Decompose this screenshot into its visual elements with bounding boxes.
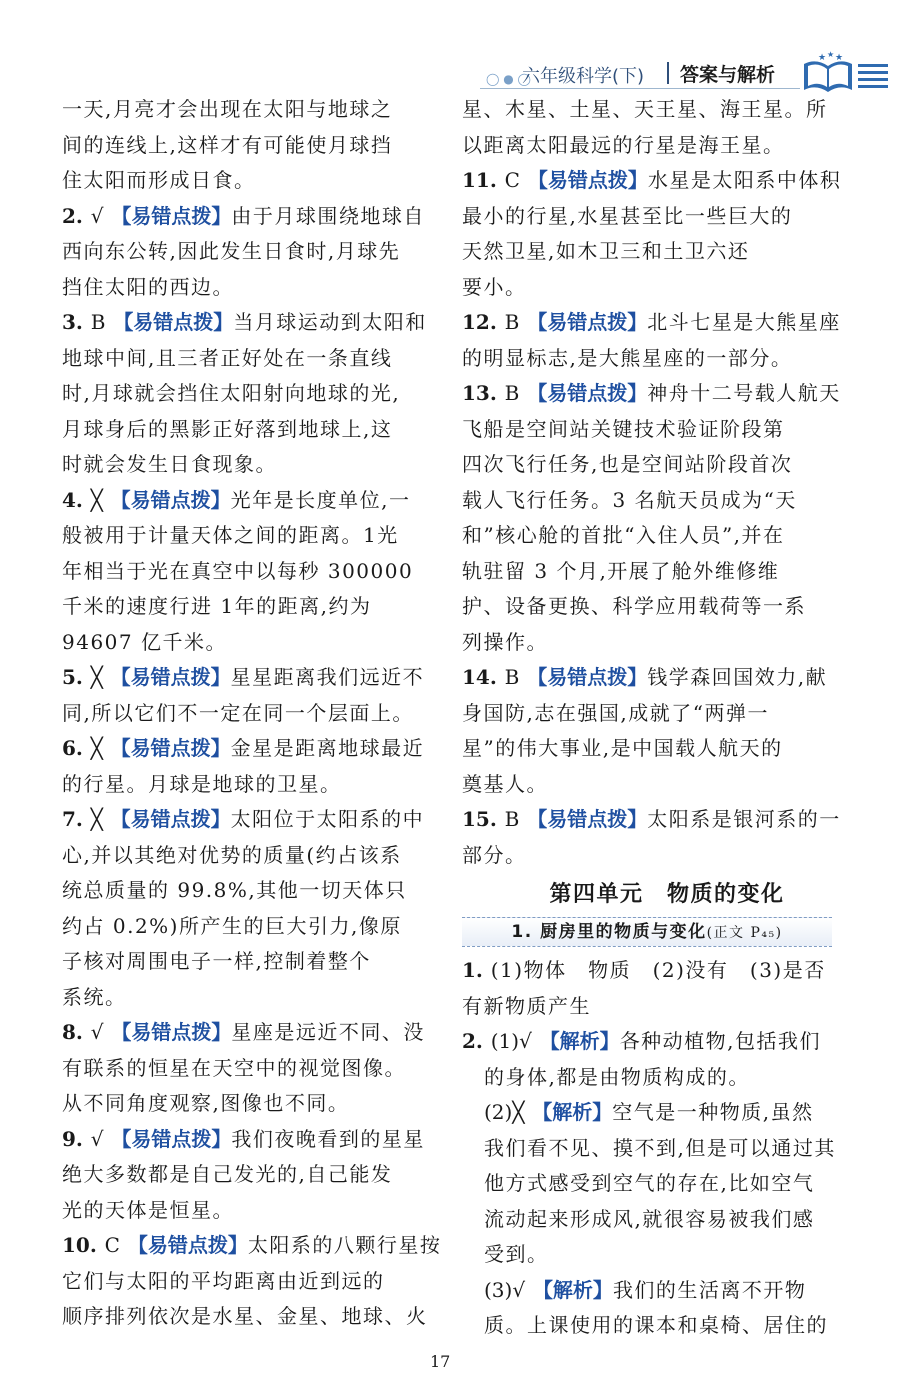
line-text: 顺序排列依次是水星、金星、地球、火 — [62, 1304, 428, 1328]
hint-tag: 【解析】 — [532, 1277, 613, 1302]
line-text: 子核对周围电子一样,控制着整个 — [62, 949, 371, 973]
text-line — [462, 731, 832, 767]
text-line — [62, 660, 440, 696]
text-line — [62, 944, 440, 980]
text-line — [462, 376, 841, 412]
answer-mark: ╳ — [90, 665, 103, 689]
lesson-title — [462, 917, 832, 947]
line-text: 西向东公转,因此发生日食时,月球先 — [62, 239, 401, 263]
item-number: 13. — [462, 381, 497, 405]
text-line — [462, 447, 832, 483]
text-line — [62, 1157, 440, 1193]
item-number: 1. — [462, 958, 483, 982]
page-number: 17 — [430, 1352, 451, 1371]
text-line — [62, 341, 440, 377]
line-text: 北斗七星是大熊星座 — [647, 310, 841, 334]
text-line — [462, 696, 832, 732]
answer-mark: √ — [90, 1020, 104, 1044]
header-rule — [480, 88, 800, 89]
book-title: 六年级科学(下) — [522, 66, 645, 87]
line-text: 约占 0.2%)所产生的巨大引力,像原 — [62, 913, 402, 938]
line-text: 载人飞行任务。3 名航天员成为“天 — [462, 487, 797, 512]
text-line — [462, 270, 832, 306]
line-text: 有联系的恒星在天空中的视觉图像。 — [62, 1055, 406, 1080]
text-line — [62, 483, 440, 519]
text-line — [62, 554, 440, 590]
svg-text:★: ★ — [827, 50, 835, 59]
text-line — [62, 696, 440, 732]
line-text: 光的天体是恒星。 — [62, 1197, 234, 1222]
text-line — [62, 92, 440, 128]
answer-mark: C — [504, 168, 520, 192]
item-number: 10. — [62, 1233, 97, 1257]
line-text: 受到。 — [484, 1242, 549, 1266]
text-line — [62, 1193, 440, 1229]
line-text: 他方式感受到空气的存在,比如空气 — [484, 1171, 815, 1195]
answer-mark: C — [104, 1233, 120, 1257]
text-line — [462, 660, 832, 696]
line-text: 水星是太阳系中体积 — [647, 168, 842, 192]
item-number: 3. — [62, 310, 83, 334]
item-number: 8. — [62, 1020, 83, 1044]
text-line — [462, 625, 832, 661]
text-line — [462, 989, 832, 1025]
text-line — [62, 1299, 440, 1335]
hint-tag: 【易错点拨】 — [527, 381, 648, 405]
line-text: 最小的行星,水星甚至比一些巨大的 — [462, 203, 793, 228]
hint-tag: 【解析】 — [532, 1100, 613, 1124]
text-line — [462, 1024, 832, 1060]
text-line — [62, 1051, 440, 1087]
text-line — [62, 589, 440, 625]
hint-tag: 【易错点拨】 — [110, 487, 231, 512]
line-text: 各种动植物,包括我们 — [619, 1029, 822, 1053]
text-line — [462, 1131, 836, 1167]
line-text: 统总质量的 99.8%,其他一切天体只 — [62, 878, 407, 902]
line-text: 住太阳而形成日食。 — [62, 168, 256, 192]
lesson-page-ref: (正文 P₄₅) — [706, 925, 783, 941]
line-text: 挡住太阳的西边。 — [62, 274, 234, 299]
answer-mark: ╳ — [90, 807, 103, 831]
text-line — [62, 1086, 440, 1122]
orbit-decoration-icon: ◯ ● ◯ — [486, 72, 531, 86]
line-text: 流动起来形成风,就很容易被我们感 — [484, 1206, 815, 1231]
open-book-icon — [800, 50, 856, 94]
line-text: 身国防,志在强国,成就了“两弹一 — [462, 700, 769, 725]
text-line — [62, 1264, 440, 1300]
item-number: 2. — [462, 1029, 483, 1053]
text-line — [462, 802, 841, 838]
item-number: 5. — [62, 665, 83, 689]
text-line — [462, 163, 842, 199]
answer-mark: (1)√ — [490, 1029, 532, 1053]
unit-title: 第四单元 物质的变化 — [549, 882, 785, 907]
line-text: 从不同角度观察,图像也不同。 — [62, 1091, 350, 1115]
text-line — [462, 1060, 832, 1096]
line-text: 光年是长度单位,一 — [230, 487, 411, 512]
text-line — [62, 980, 440, 1016]
line-text: 月球身后的黑影正好落到地球上,这 — [62, 416, 393, 441]
text-line — [462, 1237, 832, 1273]
text-line — [62, 909, 440, 945]
line-text: 一天,月亮才会出现在太阳与地球之 — [62, 97, 393, 121]
line-text: 要小。 — [462, 274, 527, 299]
text-line — [462, 838, 832, 874]
answer-mark: (3)√ — [484, 1277, 526, 1302]
item-number: 6. — [62, 736, 83, 760]
line-text: 太阳系是银河系的一 — [647, 807, 841, 831]
line-text: 钱学森回国效力,献 — [647, 665, 828, 689]
svg-text:★: ★ — [835, 53, 844, 63]
line-text: 星座是远近不同、没 — [231, 1020, 425, 1044]
section-title: 答案与解析 — [680, 64, 776, 86]
line-text: 由于月球围绕地球自 — [231, 203, 425, 228]
item-number: 15. — [462, 807, 497, 831]
answer-mark: B — [504, 310, 520, 334]
answer-mark: ╳ — [90, 736, 103, 760]
hint-tag: 【易错点拨】 — [527, 665, 648, 689]
line-text: 轨驻留 3 个月,开展了舱外维修维 — [462, 558, 780, 583]
hint-tag: 【易错点拨】 — [527, 807, 648, 831]
text-line — [462, 1202, 832, 1238]
line-text: 当月球运动到太阳和 — [233, 310, 427, 334]
text-line — [462, 953, 832, 989]
line-text: 同,所以它们不一定在同一个层面上。 — [62, 700, 414, 725]
hint-tag: 【易错点拨】 — [110, 736, 231, 760]
line-text: 星星距离我们远近不 — [230, 665, 425, 689]
hint-tag: 【易错点拨】 — [111, 1020, 232, 1044]
hint-tag: 【易错点拨】 — [111, 203, 232, 228]
lesson-title-text: 1. 厨房里的物质与变化 — [511, 922, 707, 942]
text-line — [462, 554, 832, 590]
line-text: 以距离太阳最远的行星是海王星。 — [462, 132, 785, 157]
line-text: 间的连线上,这样才有可能使月球挡 — [62, 132, 393, 157]
text-line — [462, 518, 832, 554]
answer-mark: √ — [90, 1126, 104, 1151]
right-column — [462, 92, 842, 1344]
text-line — [62, 731, 440, 767]
text-line — [62, 802, 440, 838]
line-text: 太阳位于太阳系的中 — [230, 807, 425, 831]
text-line — [462, 483, 832, 519]
line-text: 我们看不见、摸不到,但是可以通过其 — [484, 1135, 836, 1160]
text-line — [462, 305, 841, 341]
line-text: 有新物质产生 — [462, 993, 591, 1018]
text-line — [462, 128, 832, 164]
text-line — [462, 767, 832, 803]
line-text: 飞船是空间站关键技术验证阶段第 — [462, 416, 785, 441]
line-text: 天然卫星,如木卫三和土卫六还 — [462, 239, 750, 263]
item-number: 11. — [462, 168, 497, 192]
answer-mark: (2)╳ — [484, 1100, 525, 1124]
line-text: 时就会发生日食现象。 — [62, 452, 277, 476]
text-line — [62, 518, 440, 554]
svg-text:★: ★ — [818, 53, 827, 63]
hint-tag: 【易错点拨】 — [111, 1126, 232, 1151]
text-line — [62, 1228, 440, 1264]
text-line — [462, 341, 832, 377]
hint-tag: 【易错点拨】 — [110, 665, 231, 689]
text-line — [62, 270, 440, 306]
header-stripes — [858, 64, 888, 92]
text-line — [62, 163, 440, 199]
line-text: 护、设备更换、科学应用载荷等一系 — [462, 594, 806, 618]
text-line — [462, 1273, 832, 1309]
text-line — [62, 447, 440, 483]
line-text: 我们夜晚看到的星星 — [231, 1126, 425, 1151]
item-number: 2. — [62, 203, 83, 228]
line-text: 神舟十二号载人航天 — [647, 381, 841, 405]
line-text: (1)物体 物质 (2)没有 (3)是否 — [490, 958, 826, 982]
text-line — [62, 234, 440, 270]
line-text: 绝大多数都是自己发光的,自己能发 — [62, 1162, 393, 1186]
line-text: 系统。 — [62, 984, 127, 1009]
line-text: 般被用于计量天体之间的距离。1光 — [62, 523, 399, 547]
line-text: 地球中间,且三者正好处在一条直线 — [62, 345, 393, 370]
answer-mark: B — [504, 381, 520, 405]
line-text: 金星是距离地球最近 — [230, 736, 425, 760]
line-text: 四次飞行任务,也是空间站阶段首次 — [462, 452, 793, 476]
line-text: 质。上课使用的课本和桌椅、居住的 — [484, 1313, 828, 1337]
item-number: 7. — [62, 807, 83, 831]
text-line — [62, 767, 440, 803]
hint-tag: 【易错点拨】 — [527, 310, 648, 334]
left-column — [62, 92, 440, 1335]
answer-mark: B — [504, 807, 520, 831]
answer-mark: √ — [90, 203, 104, 228]
text-line — [62, 128, 440, 164]
line-text: 和”核心舱的首批“入住人员”,并在 — [462, 523, 785, 547]
line-text: 心,并以其绝对优势的质量(约占该系 — [62, 842, 402, 867]
item-number: 4. — [62, 487, 83, 512]
header-separator — [667, 62, 669, 84]
hint-tag: 【易错点拨】 — [127, 1233, 248, 1257]
line-text: 的行星。月球是地球的卫星。 — [62, 771, 342, 796]
text-line — [62, 376, 440, 412]
text-line — [462, 234, 832, 270]
right-column-bottom — [462, 953, 836, 1344]
line-text: 星”的伟大事业,是中国载人航天的 — [462, 736, 783, 760]
line-text: 太阳系的八颗行星按 — [247, 1233, 442, 1257]
line-text: 94607 亿千米。 — [62, 629, 227, 654]
text-line — [62, 1015, 440, 1051]
line-text: 奠基人。 — [462, 771, 548, 796]
right-column-top — [462, 92, 842, 873]
line-text: 它们与太阳的平均距离由近到远的 — [62, 1268, 385, 1293]
text-line — [62, 305, 440, 341]
hint-tag: 【易错点拨】 — [110, 807, 231, 831]
line-text: 空气是一种物质,虽然 — [612, 1100, 814, 1124]
text-line — [462, 199, 832, 235]
text-line — [62, 199, 440, 235]
hint-tag: 【易错点拨】 — [113, 310, 234, 334]
answer-mark: B — [90, 310, 106, 334]
line-text: 我们的生活离不开物 — [612, 1277, 807, 1302]
item-number: 9. — [62, 1126, 83, 1151]
text-line — [62, 412, 440, 448]
line-text: 的身体,都是由物质构成的。 — [484, 1064, 750, 1089]
hint-tag: 【易错点拨】 — [527, 168, 648, 192]
text-line — [462, 92, 832, 128]
line-text: 星、木星、土星、天王星、海王星。所 — [462, 97, 828, 121]
line-text: 千米的速度行进 1年的距离,约为 — [62, 594, 372, 618]
line-text: 时,月球就会挡住太阳射向地球的光, — [62, 381, 401, 405]
text-line — [462, 1095, 832, 1131]
line-text: 列操作。 — [462, 629, 548, 654]
text-line — [62, 838, 440, 874]
item-number: 12. — [462, 310, 497, 334]
line-text: 的明显标志,是大熊星座的一部分。 — [462, 345, 793, 370]
text-line — [462, 412, 832, 448]
text-line — [462, 1308, 832, 1344]
text-line — [462, 1166, 832, 1202]
hint-tag: 【解析】 — [539, 1029, 620, 1053]
answer-mark: B — [504, 665, 520, 689]
item-number: 14. — [462, 665, 497, 689]
text-line — [62, 625, 440, 661]
line-text: 年相当于光在真空中以每秒 300000 — [62, 558, 414, 583]
line-text: 部分。 — [462, 842, 527, 867]
text-line — [62, 1122, 440, 1158]
answer-mark: ╳ — [90, 487, 103, 512]
text-line — [462, 589, 832, 625]
text-line — [62, 873, 440, 909]
